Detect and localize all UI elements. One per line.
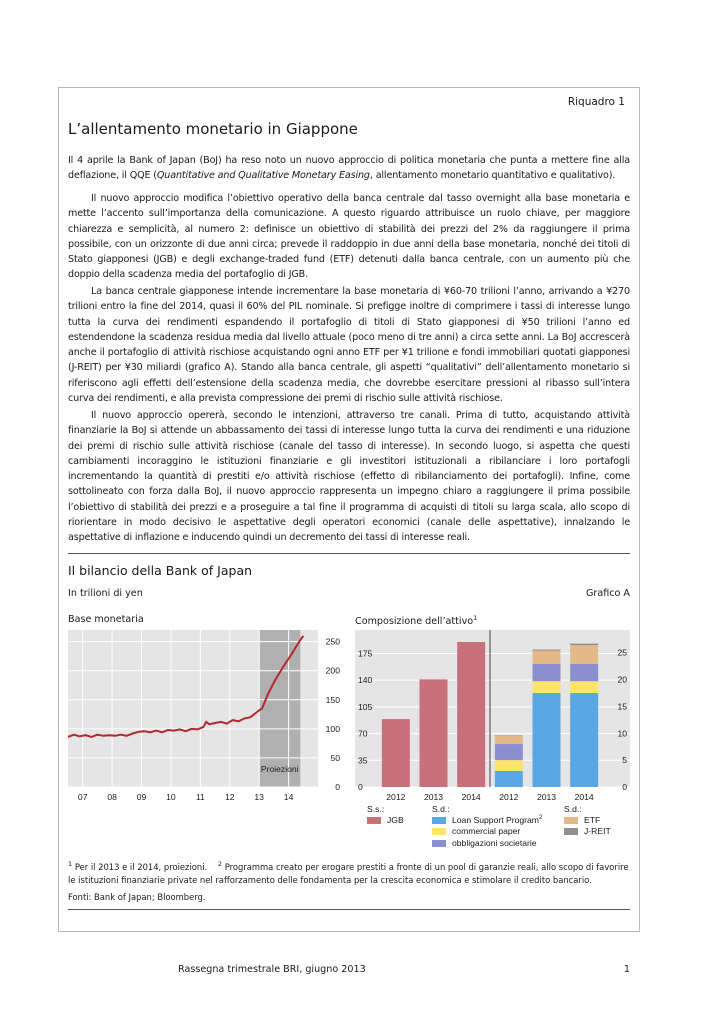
left-y-tick-label: 140 (358, 675, 373, 686)
legend-label-lsp-footnote: 2 (538, 815, 543, 822)
chart-a-title: Base monetaria (68, 614, 144, 625)
chart-b-title (355, 614, 477, 627)
x-tick-label: 2014 (461, 792, 481, 802)
bar-jreit-2014 (570, 644, 598, 646)
legend-heading-mid: S.d.: (432, 804, 450, 814)
footer-page-number: 1 (623, 964, 630, 975)
legend-swatch-jgb (367, 817, 381, 824)
footer-publication: Rassegna trimestrale BRI, giugno 2013 (178, 964, 366, 975)
chart-b-title-text: Composizione dell’attivo (355, 616, 474, 628)
paragraph-3: La banca centrale giapponese intende incrementare la base monetaria di ¥60-70 trilioni l’anno, arrivando a ¥270 trilioni entro la fine del 2014, quasi il 60% del PIL nominale. Si prefigge inoltre di comprimere i tassi di interesse lungo tutta la curva dei rendimenti espandendo il portafoglio di titoli di Stato giapponesi di ¥50 trilioni l’anno ed estendendone la scadenza residua media dal livello attuale (poco meno di tre anni) a circa sette anni. La BoJ accrescerà anche il portafoglio di attività rischiose acquistando ogni anno ETF per ¥1 trilione e fondi immobiliari quotati giapponesi (J-REIT) per ¥30 miliardi (grafico A). Stando alla banca centrale, gli aspetti “qualitativi” dell’allentamento monetario si riferiscono agli effetti dell’estensione della scadenza media, che dovrebbe esercitare pressioni al ribasso sull’intera curva dei rendimenti, e alla prevista compressione dei premi di rischio sulle attività rischiose. (68, 286, 630, 405)
footnote-2-mark: 2 (217, 860, 223, 868)
bar-lsp-2012 (495, 771, 523, 787)
legend-label-lsp-text: Loan Support Program (452, 815, 539, 825)
right-y-tick-label: 15 (617, 701, 627, 712)
legend-label-jgb: JGB (387, 815, 404, 825)
box-title: L’allentamento monetario in Giappone (68, 120, 358, 138)
legend-swatch-cp (432, 828, 446, 835)
footnote-1-mark: 1 (68, 860, 73, 868)
chart-section-title: Il bilancio della Bank of Japan (68, 563, 253, 578)
bar-lsp-2013 (533, 693, 561, 787)
legend-swatch-lsp (432, 817, 446, 824)
bar-corp-2014 (570, 664, 598, 681)
section-divider-top (68, 553, 630, 554)
box-label: Riquadro 1 (567, 96, 625, 108)
x-tick-label: 2013 (536, 792, 557, 802)
paragraph-4: Il nuovo approccio opererà, secondo le intenzioni, attraverso tre canali. Prima di tutto, acquistando attività finanziarie la BoJ si attende un abbassamento dei tassi di interesse lungo tutta la curva dei rendimenti e una riduzione dei premi di rischio sulle attività rischiose (canale del tasso di interesse). In secondo luogo, si aspetta che questi cambiamenti incoraggino le istituzioni finanziarie e gli investitori istituzionali a ribilanciare i loro portafogli incrementando la quantità di prestiti e/o attività rischiose (effetto di ribilanciamento dei portafogli). Infine, come sottolineato con forza dalla BoJ, il nuovo approccio rappresenta un impegno chiaro a raggiungere il prima possibile l’obiettivo di stabilità dei prezzi e a proseguire a tal fine il programma di acquisti di titoli su larga scala, allo scopo di riorientare in modo decisivo le aspettative degli operatori economici (canale delle aspettative), innalzando le aspettative di inflazione e inducendo quindi un decremento dei tassi di interesse reali. (68, 410, 630, 544)
x-tick-label: 09 (136, 792, 147, 802)
bar-jreit-2013 (533, 650, 561, 651)
bar-etf-2013 (533, 651, 561, 664)
paragraph-1-suffix: , allentamento monetario quantitativo e qualitativo). (369, 170, 616, 182)
bar-jreit-2012 (495, 735, 523, 736)
legend-heading-left: S.s.: (367, 804, 385, 814)
right-y-tick-label: 25 (617, 647, 627, 658)
y-tick-label: 250 (325, 636, 340, 647)
section-divider-bottom (68, 909, 630, 910)
footnote-1: Per il 2013 e il 2014, proiezioni. (74, 861, 208, 872)
y-tick-label: 150 (325, 694, 340, 705)
bar-etf-2012 (495, 736, 523, 744)
left-y-tick-label: 70 (358, 728, 368, 739)
legend-swatch-etf (564, 817, 578, 824)
bar-etf-2014 (570, 645, 598, 664)
chart-units: In trilioni di yen (68, 588, 143, 599)
bar-cp-2012 (495, 760, 523, 771)
x-tick-label: 10 (166, 792, 176, 802)
y-tick-label: 200 (325, 665, 340, 676)
bar-corp-2013 (533, 664, 561, 681)
base-monetaria-chart (68, 630, 344, 806)
right-y-tick-label: 5 (622, 755, 627, 766)
bar-jgb-2012 (382, 719, 410, 787)
bar-cp-2013 (533, 681, 561, 693)
paragraph-2: Il nuovo approccio modifica l’obiettivo operativo della banca centrale dal tasso overnight alla base monetaria e mette l’accento sull’importanza della comunicazione. A questo riguardo attribuisce un ruolo chiave, per maggiore chiarezza e semplicità, al numero 2: definisce un obiettivo di stabilità dei prezzi del 2% da raggiungere il prima possibile, con un orizzonte di due anni circa; prevede il raddoppio in due anni della base monetaria, nonché dei titoli di Stato giapponesi (JGB) e degli exchange-traded fund (ETF) detenuti dalla banca centrale, con un aumento più che doppio della scadenza media del portafoglio di JGB. (68, 193, 630, 281)
right-y-tick-label: 0 (622, 782, 627, 792)
x-axis-ticks (386, 792, 594, 802)
projection-label: Proiezioni (260, 764, 299, 774)
left-y-tick-label: 0 (358, 782, 363, 792)
x-tick-label: 13 (254, 792, 264, 802)
bar-cp-2014 (570, 681, 598, 693)
x-tick-label: 07 (77, 792, 88, 802)
paragraph-1 (68, 153, 630, 184)
x-tick-label: 12 (224, 792, 235, 802)
chart-graph-label: Grafico A (585, 588, 630, 599)
paragraph-1-prefix: Il 4 aprile la Bank of Japan (BoJ) ha reso noto un nuovo approccio di politica monetaria che punta a mettere fine alla deflazione, il QQE ( (68, 155, 630, 182)
bar-corp-2012 (495, 744, 523, 760)
x-tick-label: 08 (107, 792, 117, 802)
composizione-chart (355, 630, 631, 806)
y-tick-label: 50 (330, 752, 340, 763)
legend-label-cp: commercial paper (452, 826, 521, 836)
x-tick-label: 14 (283, 792, 294, 802)
legend-swatch-jreit (564, 828, 578, 835)
bar-jgb-2014 (457, 642, 485, 787)
footnote-2: Programma creato per erogare prestiti a fronte di un pool di garanzie reali, allo scopo di favorire le istituzioni finanziarie private nel rafforzamento delle fondamenta per la crescita economica e stimolare il credito bancario. (68, 861, 629, 885)
right-y-tick-label: 20 (617, 674, 627, 685)
footnotes (68, 858, 630, 887)
legend-label-corp: obbligazioni societarie (452, 838, 537, 848)
legend-label-etf: ETF (584, 815, 601, 825)
legend-label-jreit: J-REIT (584, 826, 611, 836)
paragraph-1-italic: Quantitative and Qualitative Monetary Easing (156, 170, 370, 182)
x-tick-label: 2013 (423, 792, 444, 802)
y-axis-ticks (326, 637, 341, 792)
x-tick-label: 2012 (386, 792, 406, 802)
x-tick-label: 2014 (574, 792, 594, 802)
left-y-tick-label: 35 (358, 755, 368, 766)
left-y-tick-label: 105 (358, 701, 373, 712)
y-tick-label: 100 (325, 723, 340, 734)
bar-jgb-2013 (420, 679, 448, 787)
legend-heading-right: S.d.: (564, 804, 582, 814)
bar-lsp-2014 (570, 693, 598, 787)
legend-swatch-corp (432, 840, 446, 847)
x-tick-label: 11 (195, 792, 205, 802)
left-y-tick-label: 175 (358, 648, 373, 659)
y-tick-label: 0 (335, 782, 340, 792)
sources: Fonti: Bank of Japan; Bloomberg. (68, 892, 206, 902)
right-y-tick-label: 10 (617, 728, 627, 739)
x-tick-label: 2012 (499, 792, 519, 802)
x-axis-ticks (78, 792, 294, 802)
chart-b-title-footnote: 1 (473, 614, 478, 622)
legend-label-lsp (452, 815, 542, 825)
